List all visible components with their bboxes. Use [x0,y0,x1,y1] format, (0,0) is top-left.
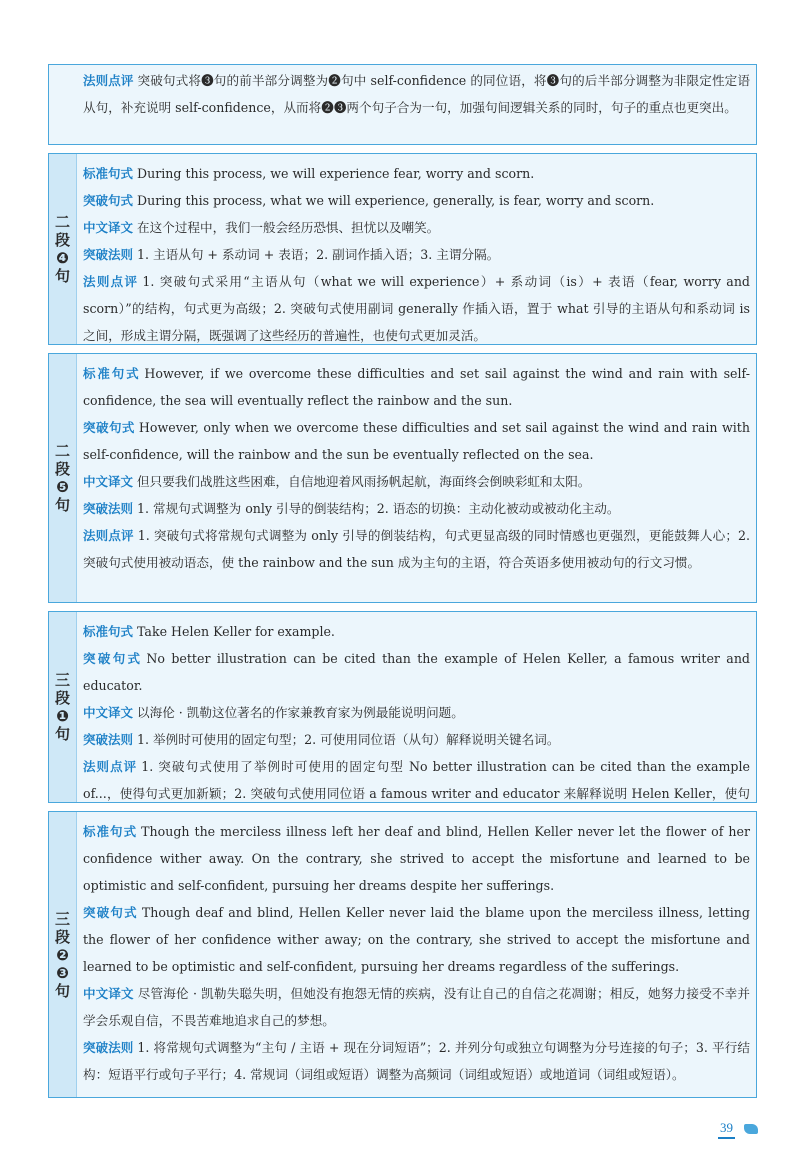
comment-row [83,522,750,576]
comment-text: 突破句式将❸句的前半部分调整为❷句中 self-confidence 的同位语，将❸句的后半部分调整为非限定性定语从句，补充说明 self-confidence，从而将❷❸两个句子合为一句，加强句间逻辑关系的同时，句子的重点也更突出。 [83,73,750,115]
rule-text: 1. 主语从句 + 系动词 + 表语；2. 副词作插入语；3. 主谓分隔。 [137,247,500,262]
translation-label: 中文译文 [83,220,134,235]
section-2-content [83,160,750,349]
sidebar-char: 句 [54,267,70,285]
rule-row [83,726,750,753]
translation-row [83,699,750,726]
translation-label: 中文译文 [83,986,134,1001]
comment-text: 1. 突破句式使用了举例时可使用的固定句型 No better illustration can be cited than the example of...，使得句式更加新颖；2. 突破句式使用同位语 a famous writer and educator 来解释说明 Helen Keller，使句 [83,759,750,801]
translation-row [83,980,750,1034]
sidebar-char: ❺ [56,478,69,496]
sidebar-char: ❶ [56,707,69,725]
standard-text: During this process, we will experience fear, worry and scorn. [137,166,535,181]
translation-label: 中文译文 [83,474,134,489]
translation-text: 以海伦 · 凯勒这位著名的作家兼教育家为例最能说明问题。 [137,705,464,720]
section-4-box [48,611,757,803]
rule-text: 1. 常规句式调整为 only 引导的倒装结构；2. 语态的切换：主动化被动或被动化主动。 [137,501,620,516]
standard-text: Take Helen Keller for example. [137,624,335,639]
sidebar-char: ❹ [56,249,69,267]
section-3-content [83,360,750,576]
section-4-sidebar [49,612,77,802]
translation-row [83,214,750,241]
sidebar-char: 句 [54,725,70,743]
section-5-sidebar-text [55,910,71,1000]
comment-label: 法则点评 [83,759,138,774]
sidebar-char: 二 [54,213,70,231]
comment-label: 法则点评 [83,73,134,88]
comment-row [83,268,750,349]
sidebar-char: 三 [54,671,70,689]
standard-row [83,618,750,645]
standard-row [83,160,750,187]
standard-label: 标准句式 [83,166,134,181]
section-3-sidebar-text [55,442,71,514]
standard-text: However, if we overcome these difficulties and set sail against the wind and rain with self-confidence, the sea will eventually reflect the rainbow and the sun. [83,366,750,408]
breakthrough-row [83,899,750,980]
breakthrough-row [83,187,750,214]
rule-label: 突破法则 [83,247,134,262]
sidebar-char: ❸ [56,963,69,982]
standard-label: 标准句式 [83,824,138,839]
section-4-content [83,618,750,834]
translation-text: 但只要我们战胜这些困难，自信地迎着风雨扬帆起航，海面终会倒映彩虹和太阳。 [137,474,591,489]
sidebar-char: 段 [54,689,70,707]
breakthrough-text: Though deaf and blind, Hellen Keller never laid the blame upon the merciless illness, letting the flower of her confidence wither away; on the contrary, she strived to accept the misfortune and learned to be optimistic and self-confident, pursuing her dreams regardless of the sufferings. [83,905,750,974]
sidebar-char: 二 [54,442,70,460]
section-5-box [48,811,757,1098]
breakthrough-label: 突破句式 [83,905,138,920]
breakthrough-text: During this process, what we will experience, generally, is fear, worry and scorn. [137,193,655,208]
standard-text: Though the merciless illness left her deaf and blind, Hellen Keller never let the flower of her confidence wither away. On the contrary, she strived to accept the misfortune and learned to be optimistic and self-confident, pursuing her dreams despite her sufferings. [83,824,750,893]
rule-label: 突破法则 [83,501,134,516]
page-number: 39 [718,1120,735,1139]
translation-label: 中文译文 [83,705,134,720]
translation-row [83,468,750,495]
sidebar-char: 段 [54,460,70,478]
sidebar-char: 句 [54,496,70,514]
standard-row [83,818,750,899]
comment-text: 1. 突破句式采用“主语从句（what we will experience）+ 系动词（is）+ 表语（fear, worry and scorn）”的结构，句式更为高级；2. 突破句式使用副词 generally 作插入语，置于 what 引导的主语从句和系动词 is 之间，形成主谓分隔，既强调了这些经历的普遍性，也使句式更加灵活。 [83,274,750,343]
rule-text: 1. 将常规句式调整为“主句 / 主语 + 现在分词短语”；2. 并列分句或独立句调整为分号连接的句子；3. 平行结构：短语平行或句子平行；4. 常规词（词组或短语）调整为高频词（词组或短语）或地道词（词组或短语）。 [83,1040,750,1082]
comment-text: 1. 突破句式将常规句式调整为 only 引导的倒装结构，句式更显高级的同时情感也更强烈，更能鼓舞人心；2. 突破句式使用被动语态，使 the rainbow and the sun 成为主句的主语，符合英语多使用被动句的行文习惯。 [83,528,750,570]
section-3-sidebar [49,354,77,602]
section-5-sidebar [49,812,77,1097]
breakthrough-text: No better illustration can be cited than the example of Helen Keller, a famous writer and educator. [83,651,750,693]
breakthrough-row [83,645,750,699]
section-5-content [83,818,750,1088]
comment-row [83,67,750,121]
rule-label: 突破法则 [83,1040,134,1055]
breakthrough-row [83,414,750,468]
book-icon [744,1124,758,1134]
breakthrough-text: However, only when we overcome these difficulties and set sail against the wind and rain with self-confidence, will the rainbow and the sun be eventually reflected on the sea. [83,420,750,462]
rule-text: 1. 举例时可使用的固定句型；2. 可使用同位语（从句）解释说明关键名词。 [137,732,560,747]
standard-label: 标准句式 [83,624,134,639]
translation-text: 在这个过程中，我们一般会经历恐惧、担忧以及嘲笑。 [137,220,440,235]
section-1-box [48,64,757,145]
rule-label: 突破法则 [83,732,134,747]
breakthrough-label: 突破句式 [83,420,135,435]
comment-label: 法则点评 [83,528,134,543]
sidebar-char: 段 [54,927,70,946]
rule-row [83,241,750,268]
rule-row [83,1034,750,1088]
section-4-sidebar-text [55,671,71,743]
section-2-box [48,153,757,345]
sidebar-char: 句 [54,981,70,1000]
comment-label: 法则点评 [83,274,139,289]
sidebar-char: 段 [54,231,70,249]
translation-text: 尽管海伦 · 凯勒失聪失明，但她没有抱怨无情的疾病，没有让自己的自信之花凋谢；相反，她努力接受不幸并学会乐观自信，不畏苦难地追求自己的梦想。 [83,986,750,1028]
breakthrough-label: 突破句式 [83,651,143,666]
rule-row [83,495,750,522]
standard-row [83,360,750,414]
standard-label: 标准句式 [83,366,141,381]
sidebar-char: ❷ [56,945,69,964]
section-2-sidebar [49,154,77,344]
sidebar-char: 三 [54,909,70,928]
section-2-sidebar-text [55,213,71,285]
breakthrough-label: 突破句式 [83,193,134,208]
section-3-box [48,353,757,603]
section-1-content [83,67,750,121]
